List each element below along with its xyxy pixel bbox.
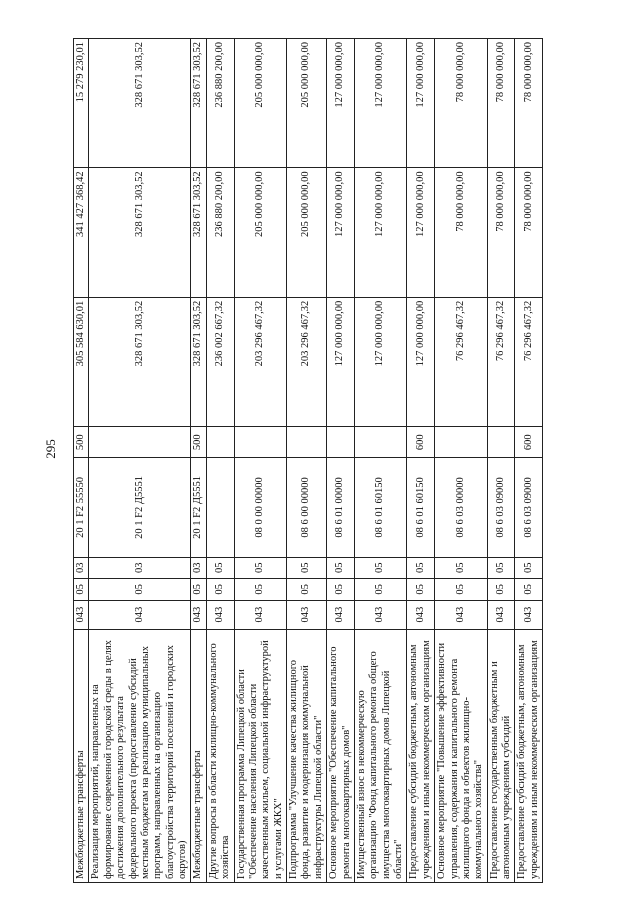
row-gr-code-cell: 043 <box>407 600 435 629</box>
row-target-article-cell: 20 1 F2 55550 <box>74 458 89 557</box>
row-amount-year2-cell: 205 000 000,00 <box>234 168 287 297</box>
row-subsection-code-cell: 05 <box>206 557 234 579</box>
row-section-code-cell: 05 <box>89 579 191 601</box>
row-gr-code-cell: 043 <box>191 600 206 629</box>
row-section-code-cell: 05 <box>515 579 543 601</box>
row-gr-code-cell: 043 <box>287 600 327 629</box>
row-subsection-code-cell: 05 <box>287 557 327 579</box>
table-row <box>435 39 488 883</box>
row-amount-year3-cell: 328 671 303,52 <box>191 39 206 168</box>
row-amount-year3-cell: 205 000 000,00 <box>234 39 287 168</box>
row-gr-code-cell: 043 <box>234 600 287 629</box>
row-target-article-cell: 08 6 01 60150 <box>407 458 435 557</box>
row-subsection-code-cell: 05 <box>327 557 355 579</box>
row-name-cell: Подпрограмма "Улучшение качества жилищного фонда, развитие и модернизация коммунальной инфраструктуры Липецкой области" <box>287 629 327 882</box>
row-subsection-code-cell: 05 <box>487 557 515 579</box>
row-amount-year1-cell: 127 000 000,00 <box>327 297 355 426</box>
row-amount-year3-cell: 127 000 000,00 <box>327 39 355 168</box>
row-target-article-cell: 08 0 00 00000 <box>234 458 287 557</box>
row-subsection-code-cell: 05 <box>435 557 488 579</box>
table-row <box>206 39 234 883</box>
row-name-cell: Государственная программа Липецкой области "Обеспечение населения Липецкой области качественным жильем, социальной инфраструктурой и услугами ЖКХ" <box>234 629 287 882</box>
row-expense-type-cell <box>327 427 355 458</box>
row-expense-type-cell: 600 <box>515 427 543 458</box>
row-amount-year3-cell: 127 000 000,00 <box>354 39 407 168</box>
row-amount-year2-cell: 127 000 000,00 <box>327 168 355 297</box>
row-subsection-code-cell: 05 <box>354 557 407 579</box>
row-section-code-cell: 05 <box>191 579 206 601</box>
table-row <box>287 39 327 883</box>
row-section-code-cell: 05 <box>435 579 488 601</box>
row-subsection-code-cell: 05 <box>407 557 435 579</box>
row-target-article-cell: 08 6 03 09000 <box>487 458 515 557</box>
row-expense-type-cell: 600 <box>407 427 435 458</box>
row-gr-code-cell: 043 <box>487 600 515 629</box>
row-section-code-cell: 05 <box>287 579 327 601</box>
table-row <box>74 39 89 883</box>
page-number-wrap <box>41 441 65 465</box>
row-section-code-cell: 05 <box>487 579 515 601</box>
table-row <box>89 39 191 883</box>
row-amount-year2-cell: 78 000 000,00 <box>515 168 543 297</box>
row-amount-year3-cell: 127 000 000,00 <box>407 39 435 168</box>
row-subsection-code-cell: 03 <box>74 557 89 579</box>
row-name-cell: Реализация мероприятий, направленных на формирование современной городской среды в целях достижения дополнительного результата федерального проекта (предоставление субсидий местным бюджетам на реализацию муниципальных программ, направленных на организацию благоустройства территорий поселений и городских округов) <box>89 629 191 882</box>
row-gr-code-cell: 043 <box>206 600 234 629</box>
table-row <box>234 39 287 883</box>
page-number: 295 <box>42 439 58 459</box>
row-amount-year2-cell: 236 880 200,00 <box>206 168 234 297</box>
row-subsection-code-cell: 05 <box>234 557 287 579</box>
row-section-code-cell: 05 <box>407 579 435 601</box>
row-amount-year3-cell: 78 000 000,00 <box>515 39 543 168</box>
table-row <box>354 39 407 883</box>
row-section-code-cell: 05 <box>206 579 234 601</box>
row-section-code-cell: 05 <box>327 579 355 601</box>
budget-table-container <box>73 38 590 883</box>
row-expense-type-cell <box>435 427 488 458</box>
row-amount-year3-cell: 78 000 000,00 <box>435 39 488 168</box>
row-name-cell: Межбюджетные трансферты <box>191 629 206 882</box>
row-amount-year2-cell: 341 427 368,42 <box>74 168 89 297</box>
row-gr-code-cell: 043 <box>435 600 488 629</box>
table-row <box>327 39 355 883</box>
row-name-cell: Имущественный взнос в некоммерческую организацию "Фонд капитального ремонта общего имущества многоквартирных домов Липецкой области" <box>354 629 407 882</box>
row-expense-type-cell: 500 <box>74 427 89 458</box>
row-amount-year1-cell: 127 000 000,00 <box>407 297 435 426</box>
table-row <box>407 39 435 883</box>
row-amount-year1-cell: 305 584 630,01 <box>74 297 89 426</box>
row-amount-year2-cell: 328 671 303,52 <box>89 168 191 297</box>
row-target-article-cell: 20 1 F2 Д5551 <box>191 458 206 557</box>
row-amount-year3-cell: 205 000 000,00 <box>287 39 327 168</box>
row-amount-year3-cell: 78 000 000,00 <box>487 39 515 168</box>
row-amount-year3-cell: 15 279 230,01 <box>74 39 89 168</box>
budget-table-body <box>74 39 543 883</box>
row-amount-year1-cell: 203 296 467,32 <box>287 297 327 426</box>
row-gr-code-cell: 043 <box>89 600 191 629</box>
row-gr-code-cell: 043 <box>354 600 407 629</box>
row-expense-type-cell <box>287 427 327 458</box>
row-amount-year2-cell: 78 000 000,00 <box>487 168 515 297</box>
row-section-code-cell: 05 <box>74 579 89 601</box>
row-target-article-cell: 08 6 01 00000 <box>327 458 355 557</box>
row-amount-year1-cell: 76 296 467,32 <box>487 297 515 426</box>
row-subsection-code-cell: 05 <box>515 557 543 579</box>
row-expense-type-cell <box>354 427 407 458</box>
row-gr-code-cell: 043 <box>515 600 543 629</box>
row-amount-year1-cell: 203 296 467,32 <box>234 297 287 426</box>
row-expense-type-cell <box>234 427 287 458</box>
row-amount-year1-cell: 328 671 303,52 <box>89 297 191 426</box>
row-name-cell: Межбюджетные трансферты <box>74 629 89 882</box>
row-name-cell: Основное мероприятие "Обеспечение капитального ремонта многоквартирных домов" <box>327 629 355 882</box>
row-amount-year1-cell: 76 296 467,32 <box>515 297 543 426</box>
row-name-cell: Предоставление субсидий бюджетным, автономным учреждениям и иным некоммерческим организациям <box>515 629 543 882</box>
row-expense-type-cell <box>206 427 234 458</box>
row-section-code-cell: 05 <box>354 579 407 601</box>
table-row <box>515 39 543 883</box>
row-amount-year3-cell: 328 671 303,52 <box>89 39 191 168</box>
row-name-cell: Другие вопросы в области жилищно-коммунального хозяйства <box>206 629 234 882</box>
row-target-article-cell: 08 6 01 60150 <box>354 458 407 557</box>
row-target-article-cell: 20 1 F2 Д5551 <box>89 458 191 557</box>
row-amount-year2-cell: 205 000 000,00 <box>287 168 327 297</box>
table-row <box>191 39 206 883</box>
row-amount-year3-cell: 236 880 200,00 <box>206 39 234 168</box>
row-name-cell: Предоставление субсидий бюджетным, автономным учреждениям и иным некоммерческим организациям <box>407 629 435 882</box>
row-name-cell: Предоставление государственным бюджетным и автономным учреждениям субсидий <box>487 629 515 882</box>
row-subsection-code-cell: 03 <box>191 557 206 579</box>
row-amount-year1-cell: 76 296 467,32 <box>435 297 488 426</box>
row-amount-year2-cell: 78 000 000,00 <box>435 168 488 297</box>
row-amount-year2-cell: 127 000 000,00 <box>407 168 435 297</box>
row-target-article-cell <box>206 458 234 557</box>
row-name-cell: Основное мероприятие "Повышение эффективности управления, содержания и капитального ремонта жилищного фонда и объектов жилищно-коммунального хозяйства" <box>435 629 488 882</box>
row-gr-code-cell: 043 <box>74 600 89 629</box>
row-expense-type-cell <box>487 427 515 458</box>
row-section-code-cell: 05 <box>234 579 287 601</box>
row-amount-year1-cell: 127 000 000,00 <box>354 297 407 426</box>
row-amount-year1-cell: 328 671 303,52 <box>191 297 206 426</box>
row-amount-year2-cell: 328 671 303,52 <box>191 168 206 297</box>
table-row <box>487 39 515 883</box>
row-subsection-code-cell: 03 <box>89 557 191 579</box>
row-amount-year1-cell: 236 002 667,32 <box>206 297 234 426</box>
row-expense-type-cell <box>89 427 191 458</box>
row-expense-type-cell: 500 <box>191 427 206 458</box>
row-target-article-cell: 08 6 03 00000 <box>435 458 488 557</box>
row-target-article-cell: 08 6 00 00000 <box>287 458 327 557</box>
row-amount-year2-cell: 127 000 000,00 <box>354 168 407 297</box>
row-gr-code-cell: 043 <box>327 600 355 629</box>
row-target-article-cell: 08 6 03 09000 <box>515 458 543 557</box>
budget-table <box>73 38 543 883</box>
